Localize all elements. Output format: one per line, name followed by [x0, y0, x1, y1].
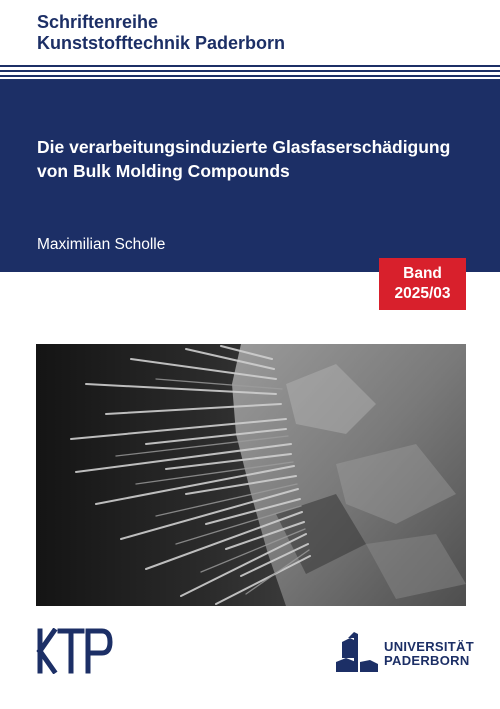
book-title: [37, 135, 450, 183]
volume-badge: [379, 258, 466, 310]
cover-photo: [36, 344, 466, 606]
divider-rule: [0, 75, 500, 77]
ktp-logo: [36, 628, 116, 674]
divider-rule: [0, 65, 500, 67]
title-line-1: Die verarbeitungsinduzierte Glasfaserschädigung: [37, 137, 451, 157]
volume-label: Band: [403, 265, 442, 282]
university-line-2: PADERBORN: [384, 653, 470, 668]
university-line-1: UNIVERSITÄT: [384, 639, 474, 654]
author-name: Maximilian Scholle: [37, 236, 166, 253]
series-title: [37, 12, 285, 54]
series-line-1: Schriftenreihe: [37, 12, 159, 32]
university-logo-icon: [334, 628, 380, 674]
series-line-2: Kunststofftechnik Paderborn: [37, 33, 286, 53]
university-name: [384, 640, 474, 668]
title-line-2: von Bulk Molding Compounds: [37, 161, 290, 181]
volume-number: 2025/03: [394, 285, 451, 302]
divider-rule: [0, 70, 500, 72]
